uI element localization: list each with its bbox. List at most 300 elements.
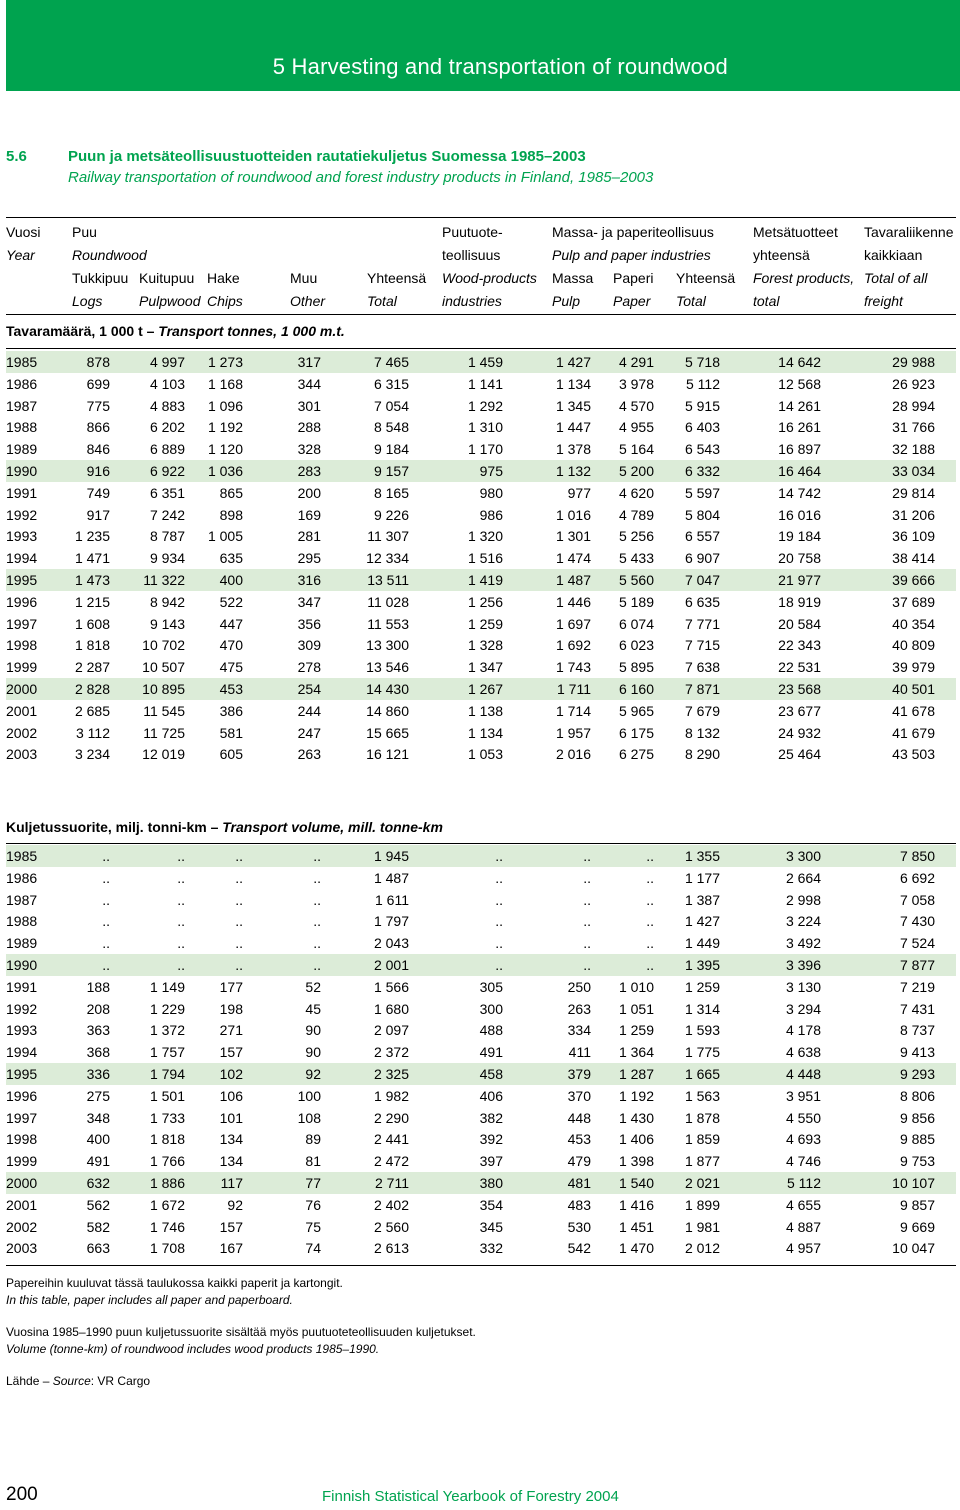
table-row [6, 1237, 956, 1259]
cell-kuitupuu: 6 889 [149, 441, 185, 458]
cell-muu: 108 [297, 1109, 321, 1126]
header-year: Year [6, 247, 35, 263]
header-hake: Hake [207, 270, 240, 286]
cell-hake: 271 [219, 1022, 243, 1039]
cell-yhteensa: 11 553 [367, 615, 409, 632]
cell-kaikkiaan: 29 814 [892, 484, 935, 501]
cell-muu: 92 [305, 1065, 321, 1082]
cell-metsatuotteet: 23 677 [778, 702, 821, 719]
cell-metsatuotteet: 12 568 [778, 375, 821, 392]
cell-tukkipuu: 275 [86, 1087, 110, 1104]
cell-kuitupuu: 8 787 [149, 528, 185, 545]
cell-metsatuotteet: 3 224 [785, 913, 821, 930]
cell-metsatuotteet: 4 693 [785, 1131, 821, 1148]
cell-massa: 370 [567, 1087, 591, 1104]
cell-year: 1985 [6, 848, 38, 864]
note1-en: In this table, paper includes all paper and paperboard. [6, 1293, 293, 1307]
table-row [6, 547, 956, 569]
cell-muu: 89 [305, 1131, 321, 1148]
cell-massa: 1 016 [555, 506, 591, 523]
cell-kaikkiaan: 9 413 [899, 1044, 935, 1061]
cell-yhteensa: 2 560 [373, 1218, 409, 1235]
table-row [6, 1107, 956, 1129]
cell-yhteensa-pulp: 7 638 [684, 659, 720, 676]
cell-muu: 45 [305, 1000, 321, 1017]
cell-paperi: 5 164 [618, 441, 654, 458]
header-tukkipuu: Tukkipuu [72, 270, 129, 286]
cell-kaikkiaan: 39 979 [892, 659, 935, 676]
cell-tukkipuu: 1 473 [74, 571, 110, 588]
cell-metsatuotteet: 25 464 [778, 746, 821, 763]
cell-puutuote: 1 328 [467, 637, 503, 654]
cell-yhteensa: 2 472 [373, 1153, 409, 1170]
cell-paperi: 6 074 [618, 615, 654, 632]
cell-tukkipuu: 846 [86, 441, 110, 458]
cell-year: 2003 [6, 746, 38, 763]
cell-massa: 977 [567, 484, 591, 501]
cell-metsatuotteet: 19 184 [778, 528, 821, 545]
cell-muu: 74 [305, 1240, 321, 1257]
cell-paperi: 5 189 [618, 593, 654, 610]
cell-massa: .. [583, 891, 591, 908]
cell-hake: 470 [219, 637, 243, 654]
cell-kaikkiaan: 9 856 [899, 1109, 935, 1126]
cell-tukkipuu: 1 608 [74, 615, 110, 632]
cell-tukkipuu: 916 [86, 462, 110, 479]
cell-puutuote: 345 [479, 1218, 503, 1235]
cell-paperi: 6 023 [618, 637, 654, 654]
cell-hake: 102 [219, 1065, 243, 1082]
header-yhteensa2: Yhteensä [676, 270, 736, 286]
cell-paperi: 1 398 [618, 1153, 654, 1170]
cell-metsatuotteet: 14 261 [778, 397, 821, 414]
cell-paperi: 1 406 [618, 1131, 654, 1148]
cell-yhteensa-pulp: 1 775 [684, 1044, 720, 1061]
cell-muu: 356 [297, 615, 321, 632]
cell-yhteensa: 2 325 [373, 1065, 409, 1082]
header-bottom-rule [6, 314, 956, 315]
cell-kaikkiaan: 7 850 [899, 848, 935, 864]
table-row [6, 1085, 956, 1107]
cell-yhteensa-pulp: 6 403 [684, 419, 720, 436]
cell-kuitupuu: 1 501 [149, 1087, 185, 1104]
cell-puutuote: 1 053 [467, 746, 503, 763]
cell-yhteensa-pulp: 6 907 [684, 550, 720, 567]
cell-metsatuotteet: 4 887 [785, 1218, 821, 1235]
cell-massa: 263 [567, 1000, 591, 1017]
cell-year: 1988 [6, 419, 38, 436]
cell-metsatuotteet: 3 294 [785, 1000, 821, 1017]
cell-metsatuotteet: 14 742 [778, 484, 821, 501]
cell-yhteensa-pulp: 1 387 [684, 891, 720, 908]
cell-puutuote: .. [495, 891, 503, 908]
cell-kuitupuu: 4 883 [149, 397, 185, 414]
cell-year: 1987 [6, 397, 38, 414]
cell-massa: 1 957 [555, 724, 591, 741]
cell-kaikkiaan: 7 877 [899, 956, 935, 973]
cell-massa: 530 [567, 1218, 591, 1235]
cell-year: 1996 [6, 1087, 38, 1104]
source-fi: Lähde – [6, 1374, 53, 1388]
cell-year: 1989 [6, 441, 38, 458]
cell-kuitupuu: 11 725 [143, 724, 185, 741]
cell-kaikkiaan: 29 988 [892, 354, 935, 370]
table-row [6, 1019, 956, 1041]
cell-yhteensa: 9 184 [373, 441, 409, 458]
cell-metsatuotteet: 4 178 [785, 1022, 821, 1039]
cell-paperi: .. [646, 935, 654, 952]
cell-tukkipuu: 208 [86, 1000, 110, 1017]
cell-year: 1990 [6, 956, 38, 973]
table-row [6, 954, 956, 976]
cell-tukkipuu: 775 [86, 397, 110, 414]
cell-yhteensa: 6 315 [373, 375, 409, 392]
cell-massa: .. [583, 935, 591, 952]
cell-puutuote: 1 292 [467, 397, 503, 414]
cell-kaikkiaan: 37 689 [892, 593, 935, 610]
cell-kuitupuu: 10 895 [142, 680, 185, 697]
cell-tukkipuu: 336 [86, 1065, 110, 1082]
cell-puutuote: 458 [479, 1065, 503, 1082]
cell-hake: 386 [219, 702, 243, 719]
table-row [6, 525, 956, 547]
cell-muu: 90 [305, 1022, 321, 1039]
cell-kuitupuu: .. [177, 935, 185, 952]
cell-massa: .. [583, 848, 591, 864]
cell-massa: 1 134 [555, 375, 591, 392]
table-row [6, 1128, 956, 1150]
cell-metsatuotteet: 3 130 [785, 978, 821, 995]
cell-massa: 1 446 [555, 593, 591, 610]
table-row [6, 1216, 956, 1238]
cell-year: 1999 [6, 1153, 38, 1170]
header-total3: total [753, 293, 780, 309]
cell-muu: 309 [297, 637, 321, 654]
cell-yhteensa-pulp: 5 718 [684, 354, 720, 370]
table1-caption-fi: Tavaramäärä, 1 000 t – [6, 323, 159, 339]
cell-kuitupuu: 1 229 [149, 1000, 185, 1017]
cell-metsatuotteet: 20 584 [778, 615, 821, 632]
cell-muu: 77 [305, 1174, 321, 1191]
cell-kaikkiaan: 32 188 [892, 441, 935, 458]
cell-metsatuotteet: 3 492 [785, 935, 821, 952]
cell-yhteensa-pulp: 8 132 [684, 724, 720, 741]
cell-kaikkiaan: 28 994 [892, 397, 935, 414]
cell-yhteensa-pulp: 1 899 [684, 1196, 720, 1213]
header-pulpwood: Pulpwood [139, 293, 201, 309]
cell-kaikkiaan: 31 206 [892, 506, 935, 523]
cell-metsatuotteet: 2 998 [785, 891, 821, 908]
cell-paperi: 1 416 [618, 1196, 654, 1213]
cell-metsatuotteet: 18 919 [778, 593, 821, 610]
cell-kaikkiaan: 40 501 [892, 680, 935, 697]
cell-puutuote: 1 419 [467, 571, 503, 588]
cell-year: 1994 [6, 550, 38, 567]
cell-kuitupuu: 1 672 [149, 1196, 185, 1213]
cell-muu: .. [313, 891, 321, 908]
cell-yhteensa-pulp: 1 563 [684, 1087, 720, 1104]
cell-kuitupuu: 7 242 [149, 506, 185, 523]
cell-paperi: 6 175 [618, 724, 654, 741]
table-row [6, 1063, 956, 1085]
cell-yhteensa-pulp: 6 635 [684, 593, 720, 610]
cell-muu: 328 [297, 441, 321, 458]
source-name: : VR Cargo [90, 1374, 151, 1388]
table-row [6, 1150, 956, 1172]
table-row [6, 460, 956, 482]
section-title-en: Railway transportation of roundwood and forest industry products in Finland, 1985–2003 [68, 169, 654, 186]
cell-yhteensa: 1 680 [373, 1000, 409, 1017]
cell-year: 2001 [6, 702, 38, 719]
header-total2: Total [676, 293, 706, 309]
cell-yhteensa-pulp: 7 715 [684, 637, 720, 654]
cell-yhteensa-pulp: 1 314 [684, 1000, 720, 1017]
cell-year: 1998 [6, 637, 38, 654]
cell-massa: 1 743 [555, 659, 591, 676]
cell-tukkipuu: .. [102, 913, 110, 930]
cell-yhteensa-pulp: 1 878 [684, 1109, 720, 1126]
cell-paperi: .. [646, 891, 654, 908]
cell-metsatuotteet: 4 655 [785, 1196, 821, 1213]
cell-yhteensa: 1 566 [373, 978, 409, 995]
cell-massa: 1 487 [555, 571, 591, 588]
table-end-rule [6, 1265, 956, 1266]
cell-yhteensa-pulp: 7 871 [684, 680, 720, 697]
cell-massa: 1 714 [555, 702, 591, 719]
cell-metsatuotteet: 22 343 [778, 637, 821, 654]
cell-year: 1988 [6, 913, 38, 930]
cell-puutuote: .. [495, 956, 503, 973]
table-row [6, 867, 956, 889]
cell-tukkipuu: 562 [86, 1196, 110, 1213]
header-kuitupuu: Kuitupuu [139, 270, 195, 286]
cell-massa: 334 [567, 1022, 591, 1039]
cell-yhteensa: 12 334 [366, 550, 409, 567]
cell-puutuote: 1 267 [467, 680, 503, 697]
cell-yhteensa: 11 028 [367, 593, 409, 610]
cell-paperi: 5 200 [618, 462, 654, 479]
cell-kaikkiaan: 10 047 [892, 1240, 935, 1257]
cell-year: 1997 [6, 615, 38, 632]
cell-muu: 263 [297, 746, 321, 763]
cell-puutuote: 406 [479, 1087, 503, 1104]
cell-metsatuotteet: 4 746 [785, 1153, 821, 1170]
cell-massa: 542 [567, 1240, 591, 1257]
cell-puutuote: 980 [479, 484, 503, 501]
cell-massa: 1 447 [555, 419, 591, 436]
cell-puutuote: 1 459 [467, 354, 503, 370]
cell-yhteensa-pulp: 1 859 [684, 1131, 720, 1148]
cell-muu: .. [313, 869, 321, 886]
cell-paperi: 1 010 [618, 978, 654, 995]
cell-yhteensa-pulp: 7 771 [684, 615, 720, 632]
header-wood-products: Wood-products [442, 270, 537, 286]
cell-kuitupuu: .. [177, 869, 185, 886]
cell-yhteensa-pulp: 5 112 [686, 375, 720, 392]
cell-yhteensa: 14 860 [366, 702, 409, 719]
cell-yhteensa-pulp: 7 679 [684, 702, 720, 719]
cell-year: 1991 [6, 484, 38, 501]
header-total1: Total [367, 293, 397, 309]
cell-hake: 157 [219, 1044, 243, 1061]
cell-kaikkiaan: 26 923 [892, 375, 935, 392]
cell-yhteensa-pulp: 6 557 [684, 528, 720, 545]
header-massa-group: Massa- ja paperiteollisuus [552, 224, 714, 240]
cell-metsatuotteet: 24 932 [778, 724, 821, 741]
cell-hake: 92 [227, 1196, 243, 1213]
table2-caption-fi: Kuljetussuorite, milj. tonni-km – [6, 819, 223, 835]
cell-tukkipuu: 866 [86, 419, 110, 436]
cell-year: 1987 [6, 891, 38, 908]
cell-metsatuotteet: 4 550 [785, 1109, 821, 1126]
cell-muu: 100 [297, 1087, 321, 1104]
cell-yhteensa: 2 441 [373, 1131, 409, 1148]
cell-paperi: 1 364 [618, 1044, 654, 1061]
cell-massa: .. [583, 913, 591, 930]
cell-hake: 106 [219, 1087, 243, 1104]
cell-paperi: 6 160 [618, 680, 654, 697]
header-total-of-all: Total of all [864, 270, 928, 286]
cell-yhteensa-pulp: 1 981 [684, 1218, 720, 1235]
cell-paperi: 4 291 [618, 354, 654, 370]
cell-hake: 1 005 [207, 528, 243, 545]
cell-yhteensa: 13 546 [366, 659, 409, 676]
cell-massa: 1 132 [555, 462, 591, 479]
cell-muu: 288 [297, 419, 321, 436]
cell-kuitupuu: 1 818 [149, 1131, 185, 1148]
cell-year: 1995 [6, 571, 38, 588]
header-kaikkiaan: kaikkiaan [864, 247, 923, 263]
page-number: 200 [6, 1484, 38, 1505]
cell-yhteensa-pulp: 6 543 [684, 441, 720, 458]
cell-paperi: 5 560 [618, 571, 654, 588]
cell-hake: .. [235, 913, 243, 930]
cell-metsatuotteet: 3 396 [785, 956, 821, 973]
cell-massa: 1 711 [557, 680, 591, 697]
cell-yhteensa-pulp: 7 047 [684, 571, 720, 588]
cell-kaikkiaan: 9 293 [899, 1065, 935, 1082]
cell-puutuote: 1 320 [467, 528, 503, 545]
cell-year: 1996 [6, 593, 38, 610]
cell-year: 2002 [6, 724, 38, 741]
cell-yhteensa-pulp: 2 012 [684, 1240, 720, 1257]
cell-tukkipuu: 188 [86, 978, 110, 995]
header-paper: Paper [613, 293, 651, 309]
cell-year: 1998 [6, 1131, 38, 1148]
cell-muu: 81 [305, 1153, 321, 1170]
cell-yhteensa: 1 611 [375, 891, 409, 908]
cell-muu: 278 [297, 659, 321, 676]
section-title-fi: Puun ja metsäteollisuustuotteiden rautatiekuljetus Suomessa 1985–2003 [68, 148, 586, 165]
header-chips: Chips [207, 293, 243, 309]
cell-muu: 347 [297, 593, 321, 610]
cell-yhteensa: 16 121 [366, 746, 409, 763]
cell-puutuote: 1 259 [467, 615, 503, 632]
cell-yhteensa: 14 430 [366, 680, 409, 697]
cell-muu: .. [313, 913, 321, 930]
header-teollisuus: teollisuus [442, 247, 501, 263]
cell-tukkipuu: 749 [86, 484, 110, 501]
cell-paperi: 1 192 [618, 1087, 654, 1104]
cell-yhteensa-pulp: 1 665 [684, 1065, 720, 1082]
cell-massa: 379 [567, 1065, 591, 1082]
cell-hake: .. [235, 935, 243, 952]
chapter-banner [6, 0, 960, 91]
table-row [6, 634, 956, 656]
cell-hake: 177 [219, 978, 243, 995]
cell-kuitupuu: 1 766 [149, 1153, 185, 1170]
cell-year: 1993 [6, 528, 38, 545]
cell-yhteensa: 2 402 [373, 1196, 409, 1213]
cell-puutuote: 380 [479, 1174, 503, 1191]
header-yhteensa-group: yhteensä [753, 247, 810, 263]
cell-kuitupuu: 10 702 [142, 637, 185, 654]
cell-hake: .. [235, 848, 243, 864]
cell-massa: 1 427 [555, 354, 591, 370]
cell-hake: 167 [219, 1240, 243, 1257]
cell-hake: 101 [219, 1109, 243, 1126]
cell-kaikkiaan: 8 806 [899, 1087, 935, 1104]
cell-kaikkiaan: 9 753 [899, 1153, 935, 1170]
cell-puutuote: 1 256 [467, 593, 503, 610]
cell-kuitupuu: 6 202 [149, 419, 185, 436]
cell-kuitupuu: 9 934 [149, 550, 185, 567]
cell-puutuote: 1 170 [467, 441, 503, 458]
cell-muu: 75 [305, 1218, 321, 1235]
cell-yhteensa-pulp: 1 449 [684, 935, 720, 952]
table2-rule [6, 843, 956, 844]
cell-kaikkiaan: 7 430 [899, 913, 935, 930]
cell-puutuote: 1 347 [467, 659, 503, 676]
table-row [6, 591, 956, 613]
cell-tukkipuu: 3 112 [76, 724, 110, 741]
table-row [6, 700, 956, 722]
table-row [6, 1194, 956, 1216]
cell-hake: 400 [219, 571, 243, 588]
cell-massa: 250 [567, 978, 591, 995]
table-row [6, 678, 956, 700]
cell-paperi: 5 965 [618, 702, 654, 719]
cell-paperi: 1 051 [618, 1000, 654, 1017]
cell-massa: 1 474 [555, 550, 591, 567]
cell-paperi: 1 540 [618, 1174, 654, 1191]
cell-kuitupuu: .. [177, 956, 185, 973]
cell-yhteensa: 8 165 [373, 484, 409, 501]
cell-massa: 411 [568, 1044, 591, 1061]
cell-puutuote: .. [495, 848, 503, 864]
cell-hake: 898 [219, 506, 243, 523]
cell-kaikkiaan: 41 679 [892, 724, 935, 741]
cell-puutuote: .. [495, 913, 503, 930]
cell-kuitupuu: 1 886 [149, 1174, 185, 1191]
cell-massa: 1 345 [555, 397, 591, 414]
cell-yhteensa-pulp: 5 804 [684, 506, 720, 523]
cell-paperi: .. [646, 869, 654, 886]
table-row [6, 845, 956, 867]
cell-year: 1985 [6, 354, 38, 370]
cell-year: 1994 [6, 1044, 38, 1061]
publication-title: Finnish Statistical Yearbook of Forestry 2004 [322, 1488, 619, 1505]
header-yhteensa1: Yhteensä [367, 270, 427, 286]
cell-kuitupuu: 1 149 [149, 978, 185, 995]
cell-kuitupuu: 10 507 [142, 659, 185, 676]
cell-kuitupuu: 11 322 [143, 571, 185, 588]
cell-kaikkiaan: 9 857 [899, 1196, 935, 1213]
note1-fi: Papereihin kuuluvat tässä taulukossa kaikki paperit ja kartongit. [6, 1276, 343, 1290]
table1-caption [6, 323, 345, 339]
cell-hake: 1 120 [207, 441, 243, 458]
cell-paperi: 4 570 [618, 397, 654, 414]
